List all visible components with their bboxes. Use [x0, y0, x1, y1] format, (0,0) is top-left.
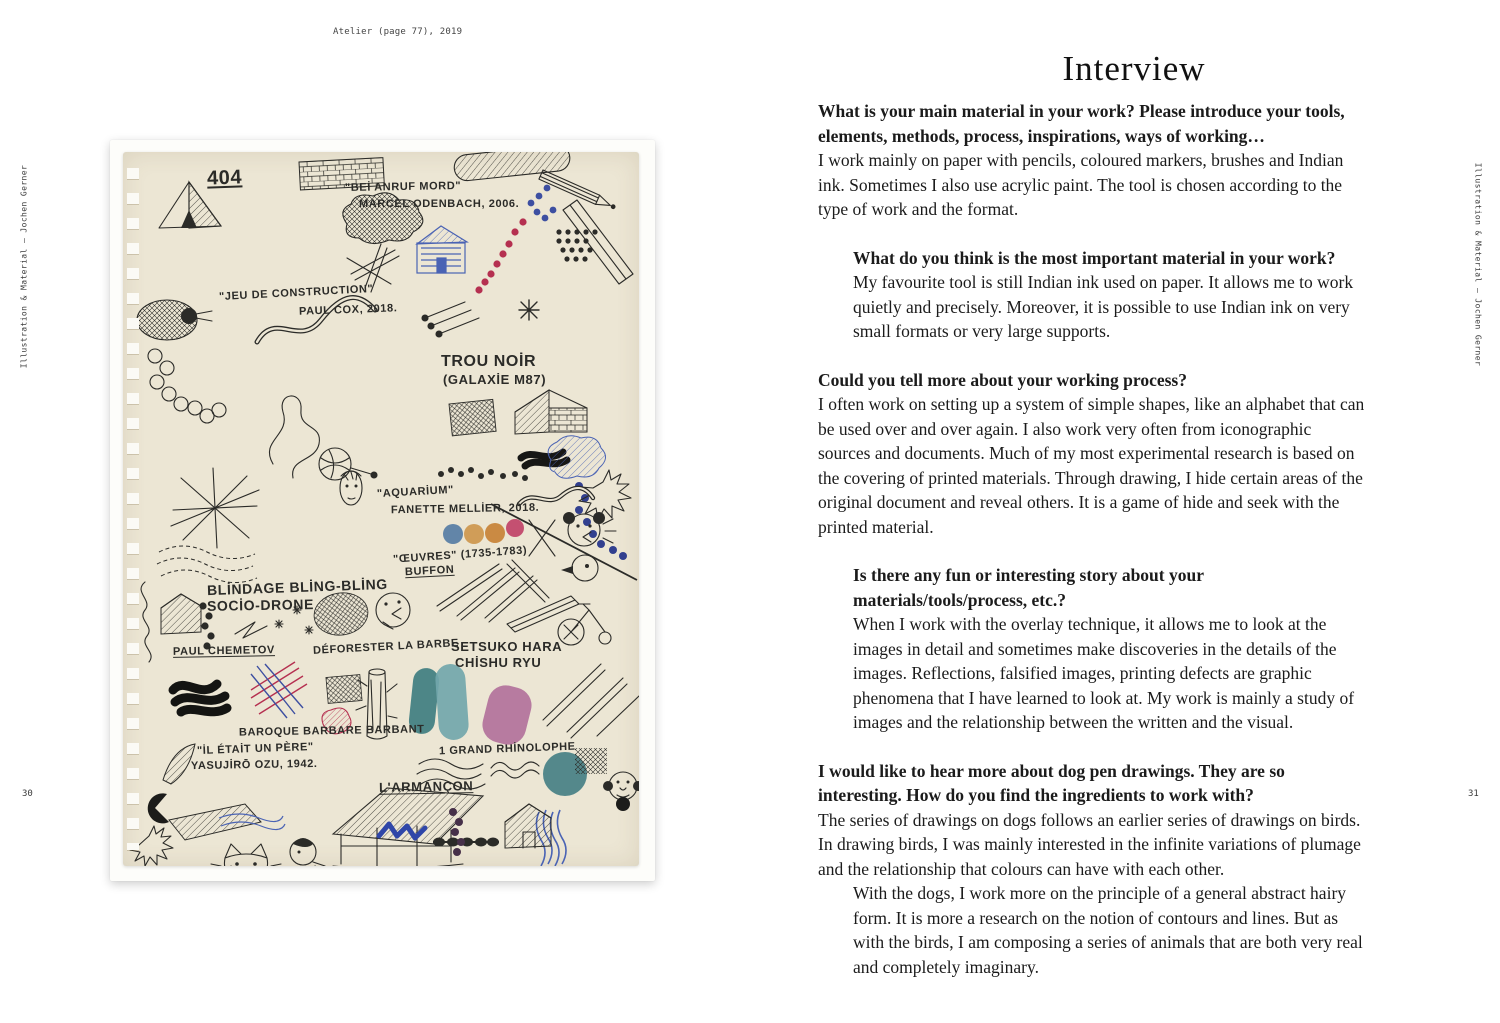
artwork-label: DÉFORESTER LA BARBE — [312, 637, 460, 657]
artwork-label: "JEU DE CONSTRUCTION" — [218, 282, 374, 304]
spine-text-right: Illustration & Material — Jochen Gerner — [1473, 162, 1483, 367]
qa-section — [818, 759, 1366, 980]
spine-text-left: Illustration & Material — Jochen Gerner — [19, 164, 29, 369]
question: Is there any fun or interesting story about your materials/tools/process, etc.? — [853, 565, 1204, 610]
folio-right: 31 — [1468, 789, 1479, 799]
answer: The series of drawings on dogs follows an earlier series of drawings on birds. In drawing birds, I was mainly interested in the infinite variations of plumage and the relationship that colours can have with each other. — [818, 809, 1361, 879]
artwork-caption: Atelier (page 77), 2019 — [333, 27, 463, 37]
artwork-label: PAUL CHEMETOV — [172, 644, 276, 658]
artwork-label: BUFFON — [404, 563, 455, 579]
answer: I often work on setting up a system of simple shapes, like an alphabet that can be used over and over again. I also work very often from iconographic sources and documents. Much of my most experimental research is based on the covering of printed materials. Through drawing, I hide certain areas of the original document and reveal others. It is a game of hide and seek with the printed material. — [818, 394, 1365, 537]
qa-section — [818, 99, 1366, 222]
artwork-label: YASUJİRŌ OZU, 1942. — [190, 757, 318, 773]
answer: When I work with the overlay technique, it allows me to look at the images in detail and sometimes make discoveries in the details of the images. Reflections, falsified images, printing defects are graphic phenomena that I have learned to look at. My work is mainly a study of images and the relationship between the written and the visual. — [853, 614, 1355, 732]
artwork-label: TROU NOİR — [441, 353, 537, 370]
artwork-label: CHİSHU RYU — [455, 655, 542, 670]
qa-section — [818, 563, 1366, 735]
interview-sections — [818, 99, 1366, 979]
artwork-label: SETSUKO HARA — [451, 639, 563, 654]
question: I would like to hear more about dog pen drawings. They are so interesting. How do you find the ingredients to work with? — [818, 760, 1285, 805]
artwork-label: "İL ÉTAİT UN PÈRE" — [196, 740, 314, 758]
artwork-label: L'ARMANÇON — [378, 778, 474, 795]
question: What do you think is the most important material in your work? — [853, 247, 1336, 268]
artwork-paper — [123, 152, 639, 866]
answer: My favourite tool is still Indian ink used on paper. It allows me to work quietly and precisely. Moreover, it is possible to use Indian ink on very small formats or very large supports. — [853, 272, 1354, 341]
artwork-label: (GALAXİE M87) — [443, 372, 547, 387]
question: Could you tell more about your working process? — [818, 369, 1187, 390]
artwork-label: 404 — [206, 166, 243, 190]
answer-continued: With the dogs, I work more on the principle of a general abstract hairy form. It is more a research on the notion of contours and lines. But as with the birds, I am composing a series of animals that are both very real and completely imaginary. — [853, 883, 1363, 977]
artwork-photo — [110, 140, 655, 881]
artwork-labels — [123, 152, 639, 866]
artwork-label: FANETTE MELLİER, 2018. — [390, 501, 540, 517]
answer: I work mainly on paper with pencils, coloured markers, brushes and Indian ink. Sometimes I also use acrylic paint. The tool is chosen according to the type of work and the format. — [818, 150, 1344, 219]
artwork-label: "BEİ ANRUF MORD" — [344, 179, 462, 195]
qa-section — [818, 368, 1366, 540]
artwork-label: "AQUARİUM" — [376, 483, 455, 501]
question: What is your main material in your work? Please introduce your tools, elements, methods, process, inspirations, ways of working… — [818, 101, 1345, 146]
artwork-label: 1 GRAND RHİNOLOPHE — [438, 740, 576, 758]
artwork-label: "ŒUVRES" (1735-1783) — [392, 544, 528, 566]
artwork-label: PAUL COX, 2018. — [298, 302, 398, 318]
artwork-label: BAROQUE BARBARE BARBANT — [238, 723, 425, 739]
qa-section — [818, 246, 1366, 344]
interview-title: Interview — [1062, 49, 1206, 89]
artwork-label: SOCİO-DRONE — [206, 596, 315, 614]
artwork-label: BLİNDAGE BLİNG-BLİNG — [206, 575, 388, 599]
artwork-label: MARCEL ODENBACH, 2006. — [359, 198, 520, 210]
folio-left: 30 — [22, 789, 33, 799]
